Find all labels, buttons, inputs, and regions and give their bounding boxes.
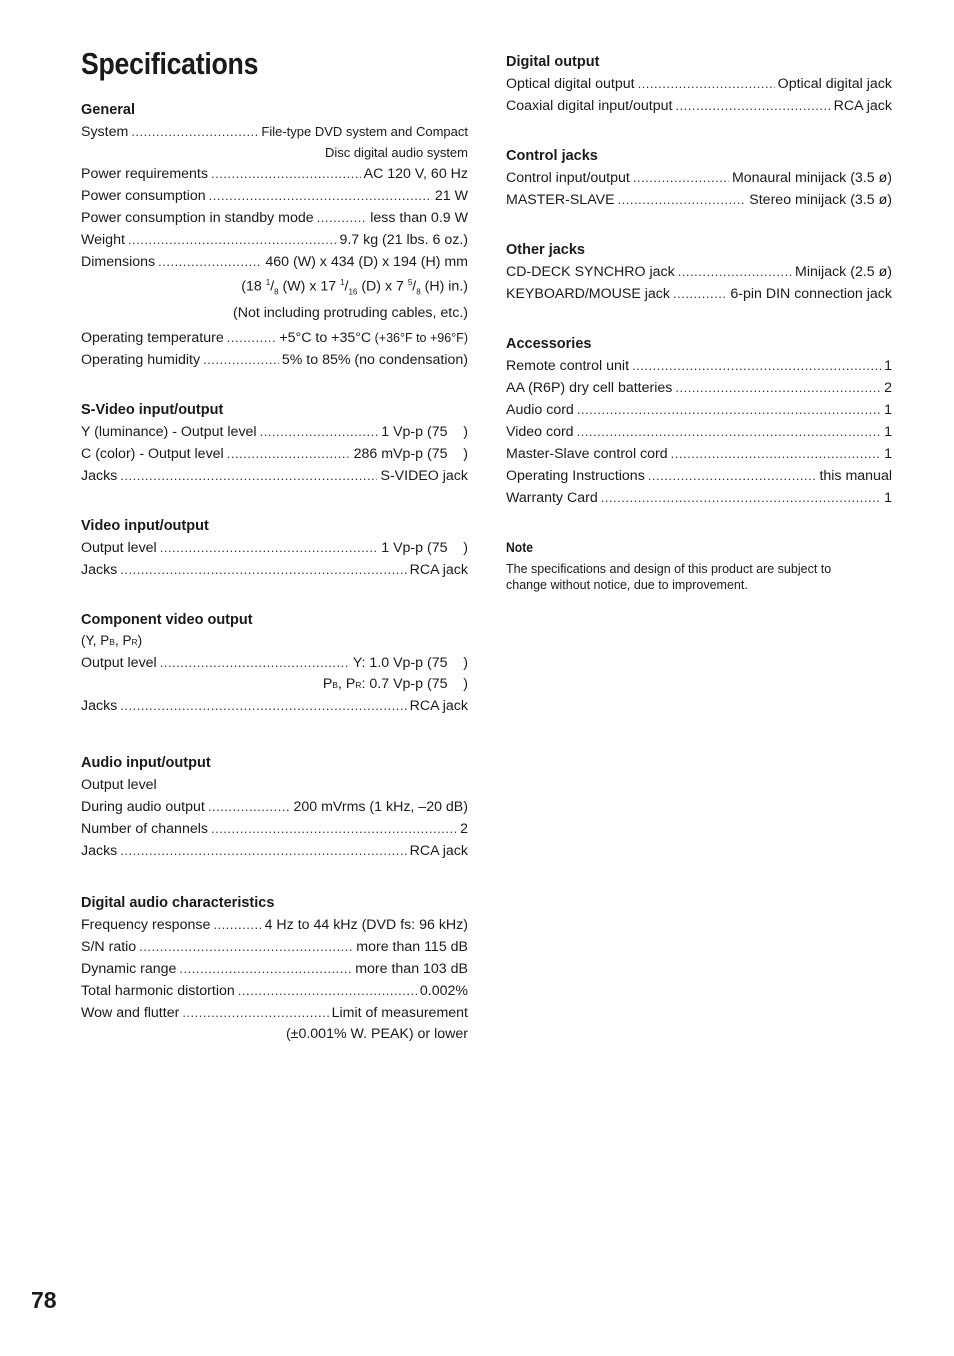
- spec-label: Operating Instructions: [506, 468, 645, 484]
- section-title: Control jacks: [506, 148, 598, 164]
- leader-dots: [648, 465, 817, 487]
- spec-label: Power requirements: [81, 166, 208, 182]
- leader-dots: [213, 914, 261, 936]
- leader-dots: [120, 840, 406, 862]
- section-general: [81, 100, 468, 371]
- fraction-denominator: 8: [274, 287, 279, 297]
- leader-dots: [203, 349, 279, 371]
- page-number: 78: [31, 1287, 57, 1313]
- spec-row-control-io: [506, 167, 892, 189]
- spec-row-output-level: [81, 537, 468, 559]
- section-component: [81, 610, 468, 717]
- section-digital-output: [506, 52, 892, 117]
- leader-dots: [208, 796, 291, 818]
- spec-value-continued: (±0.001% W. PEAK) or lower: [285, 1025, 468, 1042]
- dim-text: (D) x 7: [357, 278, 408, 295]
- spec-row-keyboard-mouse: [506, 283, 892, 305]
- sub-text: : 0.7 Vp-p (75 ): [361, 675, 468, 692]
- spec-row-dimensions: [81, 251, 468, 273]
- leader-dots: [260, 421, 379, 443]
- dimensions-note: (Not including protruding cables, etc.): [232, 304, 468, 321]
- spec-row-power-requirements: [81, 163, 468, 185]
- spec-value: more than 103 dB: [355, 960, 468, 977]
- spec-value: RCA jack: [409, 561, 468, 578]
- sub-text: B: [332, 679, 339, 690]
- spec-value: less than 0.9 W: [370, 210, 468, 226]
- section-title: Video input/output: [81, 517, 209, 534]
- leader-dots: [120, 465, 377, 487]
- spec-label: S/N ratio: [81, 938, 137, 955]
- spec-value: 1: [884, 446, 892, 462]
- leader-dots: [211, 818, 457, 840]
- spec-value: 2: [460, 820, 468, 837]
- leader-dots: [317, 207, 368, 229]
- spec-label: CD-DECK SYNCHRO jack: [506, 264, 675, 280]
- spec-label: Video cord: [506, 424, 574, 440]
- temp-fahrenheit: (+36°F to +96°F): [371, 330, 468, 345]
- section-title: Digital audio characteristics: [81, 894, 275, 911]
- spec-row-master-slave: [506, 189, 892, 211]
- sub-text: (Y, P: [81, 632, 110, 648]
- page-title: Specifications: [81, 46, 259, 81]
- spec-value: Y: 1.0 Vp-p (75 ): [352, 654, 468, 671]
- spec-value: 286 mVp-p (75 ): [353, 445, 468, 462]
- note-line: change without notice, due to improvement.: [506, 578, 748, 592]
- left-column: [81, 100, 468, 1067]
- section-accessories: [506, 334, 892, 509]
- spec-label: Jacks: [81, 842, 118, 859]
- spec-row-output-level: [81, 652, 468, 674]
- leader-dots: [675, 95, 830, 117]
- spec-value: 5% to 85% (no condensation): [281, 351, 468, 368]
- spec-label: AA (R6P) dry cell batteries: [506, 380, 673, 396]
- leader-dots: [209, 185, 432, 207]
- leader-dots: [671, 443, 881, 465]
- spec-row-c-color: [81, 443, 468, 465]
- accessory-row: [506, 443, 892, 465]
- leader-dots: [633, 167, 729, 189]
- leader-dots: [120, 559, 406, 581]
- spec-value: Minijack (2.5 ø): [795, 264, 892, 280]
- spec-row-weight: [81, 229, 468, 251]
- note-block: [506, 539, 892, 593]
- spec-row-jacks: [81, 559, 468, 581]
- spec-row-operating-temperature: [81, 327, 468, 349]
- spec-label: Power consumption: [81, 188, 206, 204]
- spec-label: Output level: [81, 654, 157, 671]
- spec-label: MASTER-SLAVE: [506, 192, 615, 208]
- fraction-denominator: 8: [416, 287, 421, 297]
- dim-text: (18: [241, 278, 266, 295]
- spec-value: 0.002%: [419, 982, 468, 999]
- spec-label: Optical digital output: [506, 76, 635, 92]
- section-title: Audio input/output: [81, 754, 211, 771]
- fraction-numerator: 5: [407, 278, 413, 287]
- spec-value: 9.7 kg (21 lbs. 6 oz.): [339, 232, 468, 248]
- spec-value: 4 Hz to 44 kHz (DVD fs: 96 kHz): [264, 916, 468, 933]
- leader-dots: [211, 163, 361, 185]
- section-digital-audio: [81, 893, 468, 1044]
- spec-row-during-audio-output: [81, 796, 468, 818]
- leader-dots: [675, 377, 881, 399]
- spec-label: Warranty Card: [506, 490, 598, 506]
- spec-label: Remote control unit: [506, 358, 630, 374]
- leader-dots: [120, 695, 406, 717]
- spec-label: Jacks: [81, 561, 118, 578]
- spec-row-jacks: [81, 695, 468, 717]
- spec-value: AC 120 V, 60 Hz: [363, 166, 468, 182]
- dimensions-inches: (18 $^1/_8$ (W) x 17 $^1/_{16}$ (D) x 7 $^5/_8$ (H) in.): [241, 278, 468, 297]
- temp-celsius: +5°C to +35°C: [279, 329, 372, 346]
- fraction-denominator: 16: [348, 287, 358, 297]
- leader-dots: [227, 327, 277, 349]
- accessory-row: [506, 377, 892, 399]
- spec-row-jacks: [81, 840, 468, 862]
- section-title: Component video output: [81, 611, 253, 628]
- spec-value: 6-pin DIN connection jack: [730, 286, 892, 302]
- right-column: [506, 52, 892, 593]
- leader-dots: [577, 399, 881, 421]
- fraction-numerator: 1: [340, 278, 345, 287]
- note-text: [506, 561, 892, 593]
- spec-value: 1: [884, 358, 892, 374]
- spec-label: During audio output: [81, 798, 205, 815]
- spec-label: Dimensions: [81, 254, 156, 270]
- spec-value: Optical digital jack: [777, 76, 892, 92]
- sub-text: R: [355, 679, 362, 690]
- leader-dots: [158, 251, 262, 273]
- spec-label: Operating temperature: [81, 329, 224, 346]
- accessory-row: [506, 487, 892, 509]
- leader-dots: [618, 189, 747, 211]
- sub-text: P: [322, 675, 333, 692]
- leader-dots: [632, 355, 881, 377]
- spec-value: 1: [884, 490, 892, 506]
- accessory-row: [506, 355, 892, 377]
- spec-value: 1 Vp-p (75 ): [381, 539, 468, 556]
- spec-label: Wow and flutter: [81, 1004, 180, 1021]
- dim-text: (H) in.): [420, 278, 468, 295]
- sub-text: ): [137, 632, 143, 648]
- spec-row-coaxial: [506, 95, 892, 117]
- spec-label: Jacks: [81, 697, 118, 714]
- spec-value: [279, 327, 468, 349]
- output-level-label: Output level: [81, 776, 157, 793]
- spec-row-operating-humidity: [81, 349, 468, 371]
- spec-label: Power consumption in standby mode: [81, 210, 314, 226]
- spec-value: 460 (W) x 434 (D) x 194 (H) mm: [265, 254, 468, 270]
- section-svideo: [81, 400, 468, 487]
- spec-label: Operating humidity: [81, 351, 201, 368]
- leader-dots: [128, 229, 337, 251]
- spec-row-power-consumption: [81, 185, 468, 207]
- section-title: Digital output: [506, 54, 600, 70]
- spec-row-dynamic-range: [81, 958, 468, 980]
- accessory-row: [506, 399, 892, 421]
- spec-label: Number of channels: [81, 820, 208, 837]
- leader-dots: [678, 261, 792, 283]
- spec-row-y-luminance: [81, 421, 468, 443]
- spec-label: Master-Slave control cord: [506, 446, 668, 462]
- spec-label: C (color) - Output level: [81, 445, 224, 462]
- sub-text: , P: [114, 632, 132, 648]
- spec-value: more than 115 dB: [356, 938, 468, 955]
- spec-label: KEYBOARD/MOUSE jack: [506, 286, 670, 302]
- spec-row-wow-flutter: [81, 1002, 468, 1024]
- leader-dots: [227, 443, 351, 465]
- spec-value-continued: [81, 674, 468, 695]
- accessory-row: [506, 421, 892, 443]
- sub-text: , P: [338, 675, 356, 692]
- spec-label: System: [81, 124, 129, 140]
- accessory-row: [506, 465, 892, 487]
- spec-label: Weight: [81, 232, 125, 248]
- spec-value: S-VIDEO jack: [380, 467, 468, 484]
- section-other-jacks: [506, 240, 892, 305]
- leader-dots: [179, 958, 352, 980]
- spec-value: File-type DVD system and Compact: [261, 124, 468, 139]
- section-title: Accessories: [506, 336, 592, 352]
- spec-value: RCA jack: [409, 697, 468, 714]
- spec-value: 1 Vp-p (75 ): [381, 423, 468, 440]
- spec-value: this manual: [819, 468, 892, 484]
- section-title: Other jacks: [506, 242, 585, 258]
- note-line: The specifications and design of this product are subject to: [506, 562, 832, 576]
- spec-value: 1: [884, 424, 892, 440]
- spec-row-standby: [81, 207, 468, 229]
- spec-label: Dynamic range: [81, 960, 177, 977]
- leader-dots: [160, 537, 379, 559]
- spec-value: 200 mVrms (1 kHz, –20 dB): [293, 798, 468, 815]
- leader-dots: [139, 936, 353, 958]
- spec-label: Frequency response: [81, 916, 211, 933]
- spec-value: Monaural minijack (3.5 ø): [731, 170, 892, 186]
- spec-label: Output level: [81, 539, 157, 556]
- fraction-numerator: 1: [265, 278, 271, 287]
- spec-label: Y (luminance) - Output level: [81, 423, 257, 440]
- leader-dots: [577, 421, 882, 443]
- spec-row-cd-deck-synchro: [506, 261, 892, 283]
- spec-label: Jacks: [81, 467, 118, 484]
- spec-row-sn-ratio: [81, 936, 468, 958]
- leader-dots: [601, 487, 881, 509]
- spec-value: 2: [884, 380, 892, 396]
- spec-value: Stereo minijack (3.5 ø): [749, 192, 892, 208]
- spec-value: RCA jack: [409, 842, 468, 859]
- sub-text: R: [131, 636, 138, 647]
- leader-dots: [238, 980, 417, 1002]
- spec-value: Limit of measurement: [331, 1004, 468, 1021]
- spec-row-jacks: [81, 465, 468, 487]
- spec-label: Total harmonic distortion: [81, 982, 235, 999]
- spec-label: Audio cord: [506, 402, 574, 418]
- spec-row-optical: [506, 73, 892, 95]
- spec-value: RCA jack: [833, 98, 892, 114]
- spec-label: Coaxial digital input/output: [506, 98, 673, 114]
- spec-row-channels: [81, 818, 468, 840]
- note-title: Note: [506, 540, 533, 555]
- section-control-jacks: [506, 146, 892, 211]
- section-title: General: [81, 102, 135, 118]
- spec-value-continued: Disc digital audio system: [324, 145, 468, 160]
- section-title: S-Video input/output: [81, 401, 224, 418]
- leader-dots: [638, 73, 775, 95]
- spec-row-frequency-response: [81, 914, 468, 936]
- spec-row-thd: [81, 980, 468, 1002]
- leader-dots: [160, 652, 350, 674]
- dim-text: (W) x 17: [278, 278, 341, 295]
- sub-text: B: [109, 636, 115, 647]
- section-video: [81, 516, 468, 581]
- leader-dots: [182, 1002, 328, 1024]
- leader-dots: [131, 121, 258, 143]
- spec-row-system: [81, 121, 468, 143]
- leader-dots: [673, 283, 727, 305]
- section-audio: [81, 753, 468, 862]
- spec-label: Control input/output: [506, 170, 630, 186]
- spec-value: 21 W: [434, 188, 468, 204]
- component-subtitle: [81, 631, 468, 652]
- spec-value: 1: [884, 402, 892, 418]
